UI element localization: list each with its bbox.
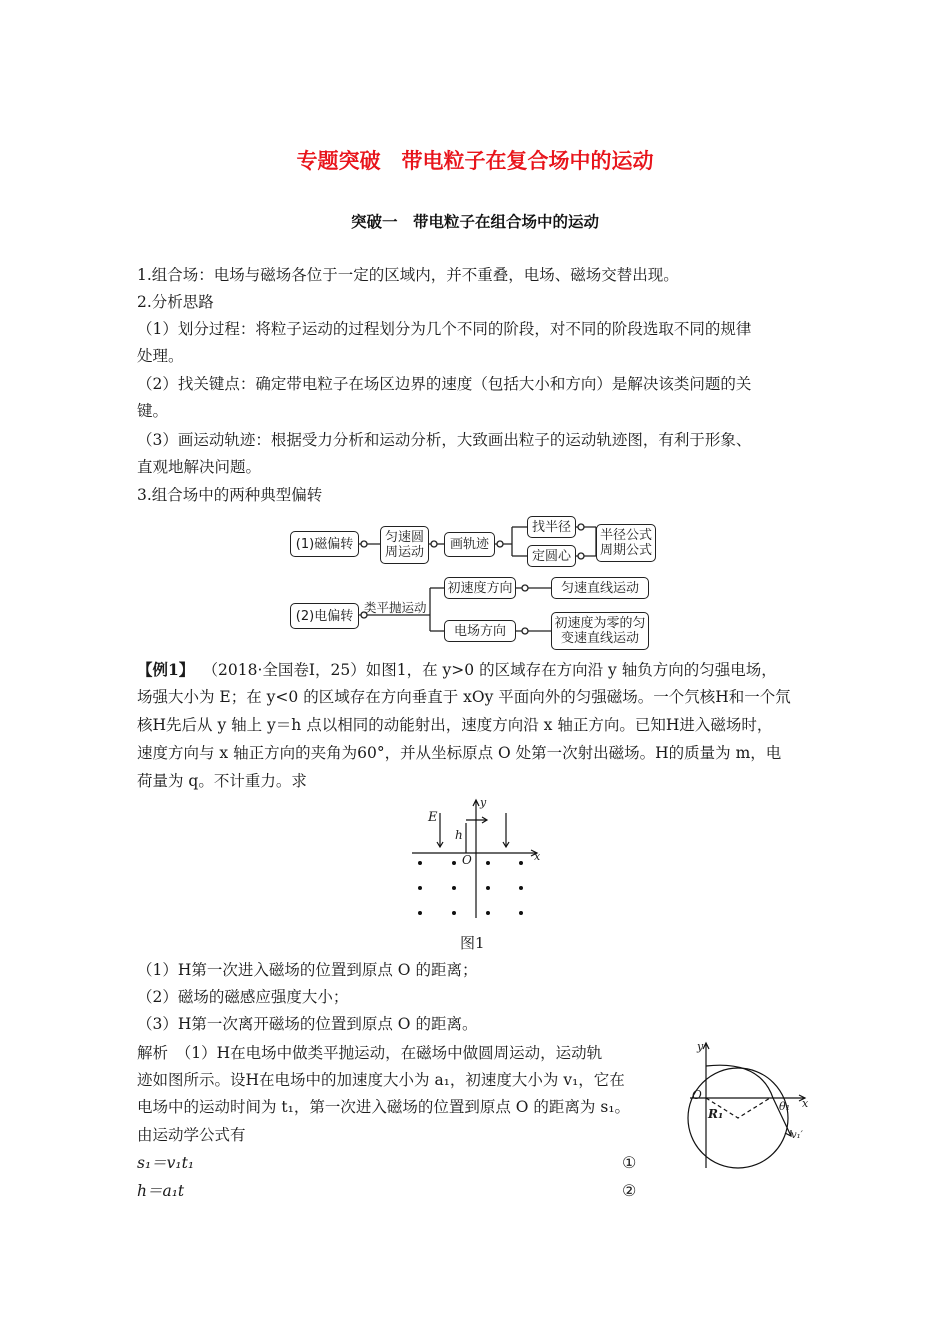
fig2-label-O: O [692,1088,702,1102]
flow-magnetic-deflection: (1)磁偏转 [290,531,359,557]
paragraph-5b: 直观地解决问题。 [137,458,262,476]
example-tag: 【例1】 [137,660,195,679]
fig1-label-h: h [455,828,463,842]
paragraph-4b: 键。 [137,402,169,420]
fig1-label-x: x [534,850,541,863]
flow-projectile-label: 类平抛运动 [364,600,427,615]
figure-1-caption: 图1 [460,934,485,952]
flow-uniform-linear: 匀速直线运动 [551,577,649,599]
section-title: 突破一 带电粒子在组合场中的运动 [350,213,599,231]
example-line-3: 核H先后从 y 轴上 y＝h 点以相同的动能射出，速度方向沿 x 轴正方向。已知H进入磁场时， [137,716,773,734]
example-line-5: 荷量为 q。不计重力。求 [137,772,307,790]
flow-find-center: 定圆心 [527,545,576,567]
example-line-2: 场强大小为 E；在 y<0 的区域存在方向垂直于 xOy 平面向外的匀强磁场。一个氕核H和一个氘 [137,688,791,706]
flow-accelerated-line1: 初速度为零的匀 [554,616,646,631]
equation-1-number: ① [622,1153,637,1172]
question-1: （1）H第一次进入磁场的位置到原点 O 的距离； [137,961,478,979]
solution-line-4: 由运动学公式有 [137,1126,246,1144]
flow-formulas-line2: 周期公式 [599,543,652,558]
paragraph-5a: （3）画运动轨迹：根据受力分析和运动分析，大致画出粒子的运动轨迹图，有利于形象、 [137,431,752,449]
flow-uniform-circular-line2: 周运动 [384,545,424,560]
flow-initial-velocity: 初速度方向 [444,577,516,599]
paragraph-6: 3.组合场中的两种典型偏转 [137,486,323,504]
paragraph-1: 1.组合场：电场与磁场各位于一定的区域内，并不重叠，电场、磁场交替出现。 [137,266,679,284]
fig2-label-v1: v₁′ [791,1130,803,1141]
flow-draw-path: 画轨迹 [444,532,495,557]
fig1-label-y: y [480,796,487,809]
paragraph-4a: （2）找关键点：确定带电粒子在场区边界的速度（包括大小和方向）是解决该类问题的关 [137,375,752,393]
paragraph-3a: （1）划分过程：将粒子运动的过程划分为几个不同的阶段，对不同的阶段选取不同的规律 [137,320,752,338]
equation-2: h＝a₁t [137,1182,185,1200]
flow-electric-deflection: (2)电偏转 [290,603,359,629]
paragraph-2: 2.分析思路 [137,293,214,311]
solution-line-2: 迹如图所示。设H在电场中的加速度大小为 a₁，初速度大小为 v₁，它在 [137,1071,625,1089]
example-line-1-text: （2018·全国卷Ⅰ，25）如图1，在 y>0 的区域存在方向沿 y 轴负方向的匀强电场， [210,661,777,679]
fig2-label-x: x [802,1097,809,1110]
equation-2-number: ② [622,1181,637,1200]
fig1-label-O: O [462,853,472,867]
example-line-4: 速度方向与 x 轴正方向的夹角为60°，并从坐标原点 O 处第一次射出磁场。H的质量为 m，电 [137,744,782,762]
flow-find-radius: 找半径 [527,516,576,538]
paragraph-3b: 处理。 [137,347,184,365]
question-2: （2）磁场的磁感应强度大小； [137,988,349,1006]
fig2-label-y: y [697,1040,704,1053]
flow-field-direction: 电场方向 [444,620,516,642]
fig2-label-R1: R₁ [708,1107,724,1121]
question-3: （3）H第一次离开磁场的位置到原点 O 的距离。 [137,1015,478,1033]
solution-line-3: 电场中的运动时间为 t₁，第一次进入磁场的位置到原点 O 的距离为 s₁。 [137,1098,631,1116]
fig2-label-theta: θ₁ [779,1100,791,1113]
equation-1: s₁＝v₁t₁ [137,1154,195,1172]
page-title: 专题突破 带电粒子在复合场中的运动 [296,149,654,173]
flow-accelerated-line2: 变速直线运动 [560,631,639,646]
fig1-label-E: E [428,810,438,825]
solution-line-1: 解析 （1）H在电场中做类平抛运动，在磁场中做圆周运动，运动轨 [137,1044,603,1062]
flow-uniform-circular-line1: 匀速圆 [384,530,424,545]
flow-formulas-line1: 半径公式 [599,528,652,543]
